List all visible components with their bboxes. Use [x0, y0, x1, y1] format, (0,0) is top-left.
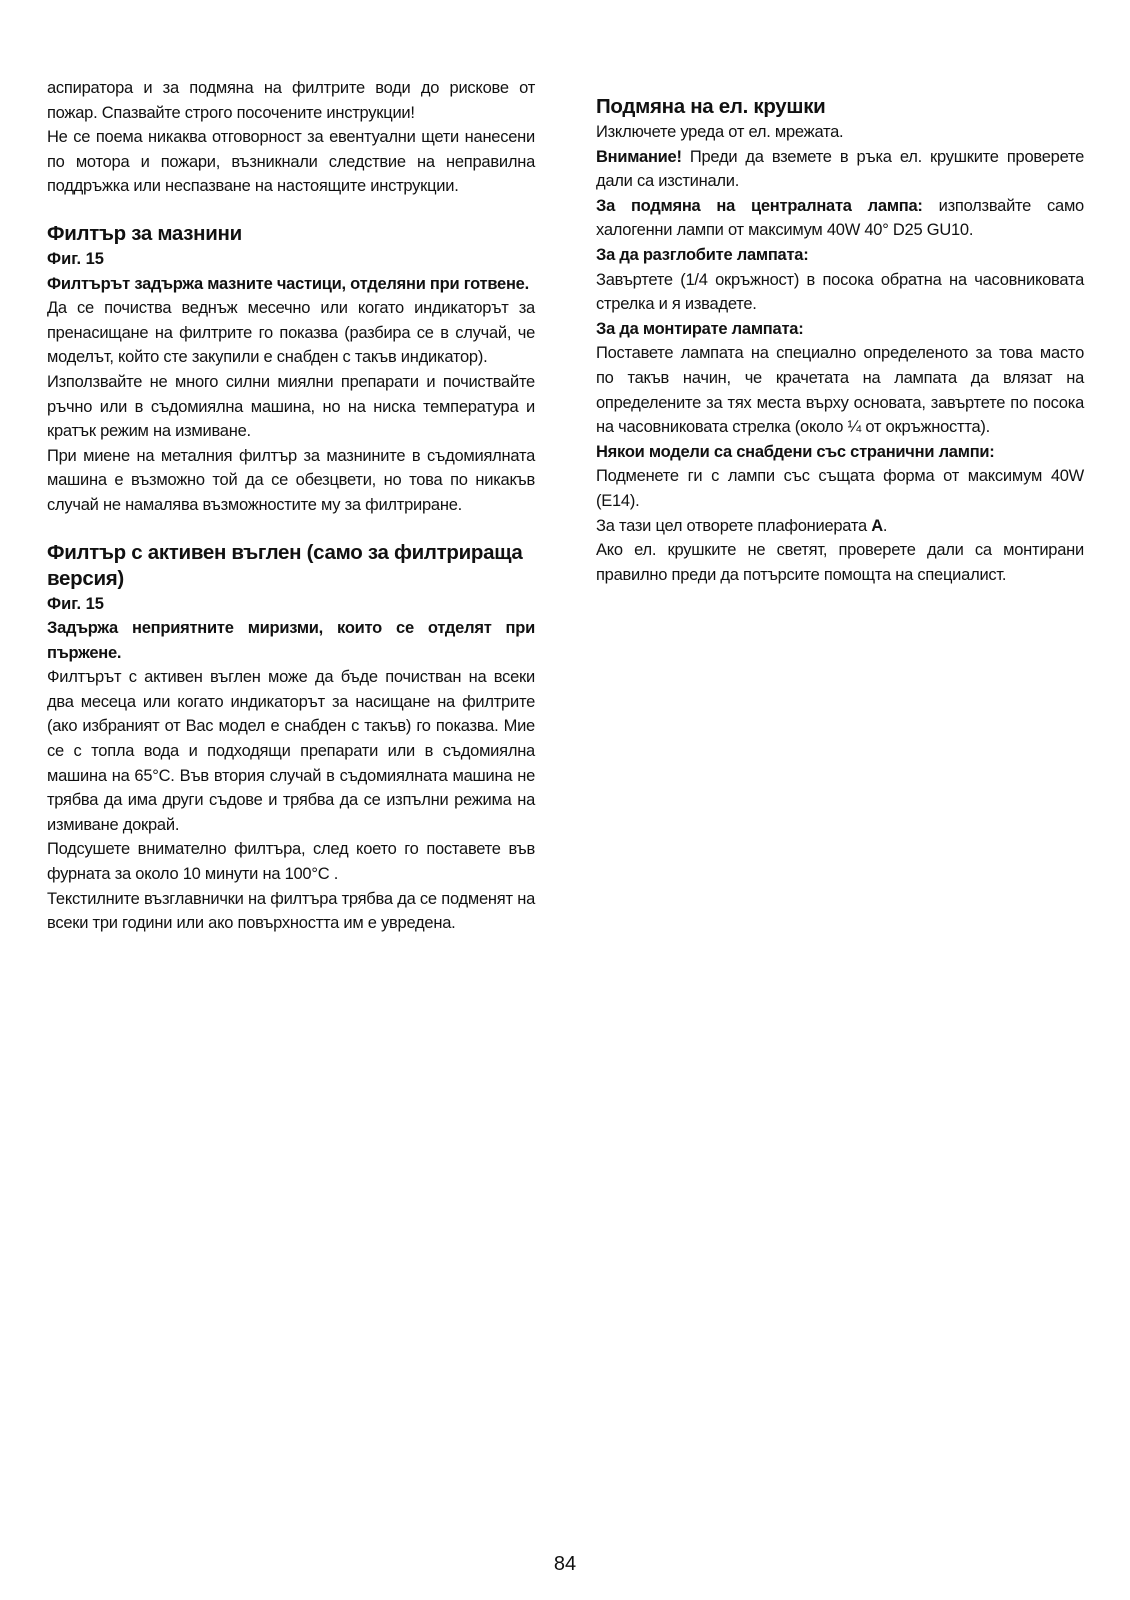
grease-paragraph-2: Използвайте не много силни миялни препарати и почиствайте ръчно или в съдомиялна машина, но на ниска температура и кратък режим на измиване.	[47, 372, 535, 441]
carbon-paragraph-3: Текстилните възглавнички на филтъра трябва да се подменят на всеки три години или ако повърхността им е увредена.	[47, 889, 535, 933]
open-cover-ref: A	[871, 516, 883, 535]
warning-text: Преди да вземете в ръка ел. крушките проверете дали са изстинали.	[596, 147, 1084, 191]
grease-filter-heading: Филтър за мазнини	[47, 221, 242, 245]
grease-filter-lead: Филтърът задържа мазните частици, отделяни при готвене.	[47, 274, 529, 293]
carbon-filter-lead: Задържа неприятните миризми, които се отделят при пържене.	[47, 619, 535, 662]
central-lamp-text: използвайте само халогенни лампи от максимум 40W 40° D25 GU10.	[596, 196, 1084, 240]
intro-paragraph-2: Не се поема никаква отговорност за евентуални щети нанесени по мотора и пожари, възникнали следствие на неправилна поддръжка или неспазване на настоящите инструкции.	[47, 128, 535, 196]
disconnect-paragraph: Изключете уреда от ел. мрежата.	[596, 123, 844, 141]
remove-lamp-paragraph: Завъртете (1/4 окръжност) в посока обратна на часовниковата стрелка и я извадете.	[596, 270, 1084, 314]
bulb-replacement-heading: Подмяна на ел. крушки	[596, 95, 826, 118]
left-column	[47, 76, 535, 936]
page-number: 84	[553, 1553, 577, 1575]
carbon-paragraph-1: Филтърът с активен въглен може да бъде почистван на всеки два месеца или когато индикаторът за насищане на филтрите (ако избраният от Вас модел е снабден с такъв) го показва. Мие се с топла вода и подходящи препарати или в съдомиялна машина на 65°C. Във втория случай в съдомиялната машина не трябва да има други съдове и трябва да се изпълни режима на измиване докрай.	[47, 668, 535, 834]
warning-paragraph	[596, 145, 1084, 194]
side-lamps-paragraph: Подменете ги с лампи със същата форма от максимум 40W (E14).	[596, 467, 1084, 510]
open-cover-paragraph	[596, 514, 1084, 539]
remove-lamp-heading: За да разглобите лампата:	[596, 245, 809, 264]
grease-paragraph-3: При миене на металния филтър за мазнините в съдомиялната машина е възможно той да се обезцвети, но това по никакъв случай не намалява възможностите му за филтриране.	[47, 446, 535, 514]
grease-filter-fig-ref: Фиг. 15	[47, 249, 104, 268]
carbon-paragraph-2: Подсушете внимателно филтъра, след което го поставете във фурната за около 10 минути на 100°C .	[47, 840, 535, 884]
check-mount-paragraph: Ако ел. крушките не светят, проверете дали са монтирани правилно преди да потърсите помощта на специалист.	[596, 541, 1084, 584]
carbon-filter-fig-ref: Фиг. 15	[47, 594, 104, 613]
intro-paragraph-1: аспиратора и за подмяна на филтрите води до рискове от пожар. Спазвайте строго посочените инструкции!	[47, 79, 535, 122]
mount-lamp-heading: За да монтирате лампата:	[596, 319, 804, 338]
warning-label: Внимание!	[596, 147, 682, 166]
side-lamps-heading: Някои модели са снабдени със странични лампи:	[596, 442, 995, 461]
mount-lamp-paragraph: Поставете лампата на специално определеното за това масто по такъв начин, че крачетата на лампата да влязат на определените за тях места върху основата, завъртете по посока на часовниковата стрелка (около ¼ от окръжността).	[596, 344, 1084, 437]
open-cover-text: За тази цел отворете плафониерата	[596, 516, 872, 535]
right-column	[596, 76, 1084, 587]
central-lamp-paragraph	[596, 194, 1084, 243]
central-lamp-label: За подмяна на централната лампа:	[596, 196, 923, 215]
grease-paragraph-1: Да се почиства веднъж месечно или когато индикаторът за пренасищане на филтрите го показва (разбира се в случай, че моделът, който сте закупили е снабден с такъв индикатор).	[47, 299, 535, 367]
carbon-filter-heading: Филтър с активен въглен (само за филтрираща версия)	[47, 540, 523, 590]
open-cover-end: .	[882, 516, 888, 535]
